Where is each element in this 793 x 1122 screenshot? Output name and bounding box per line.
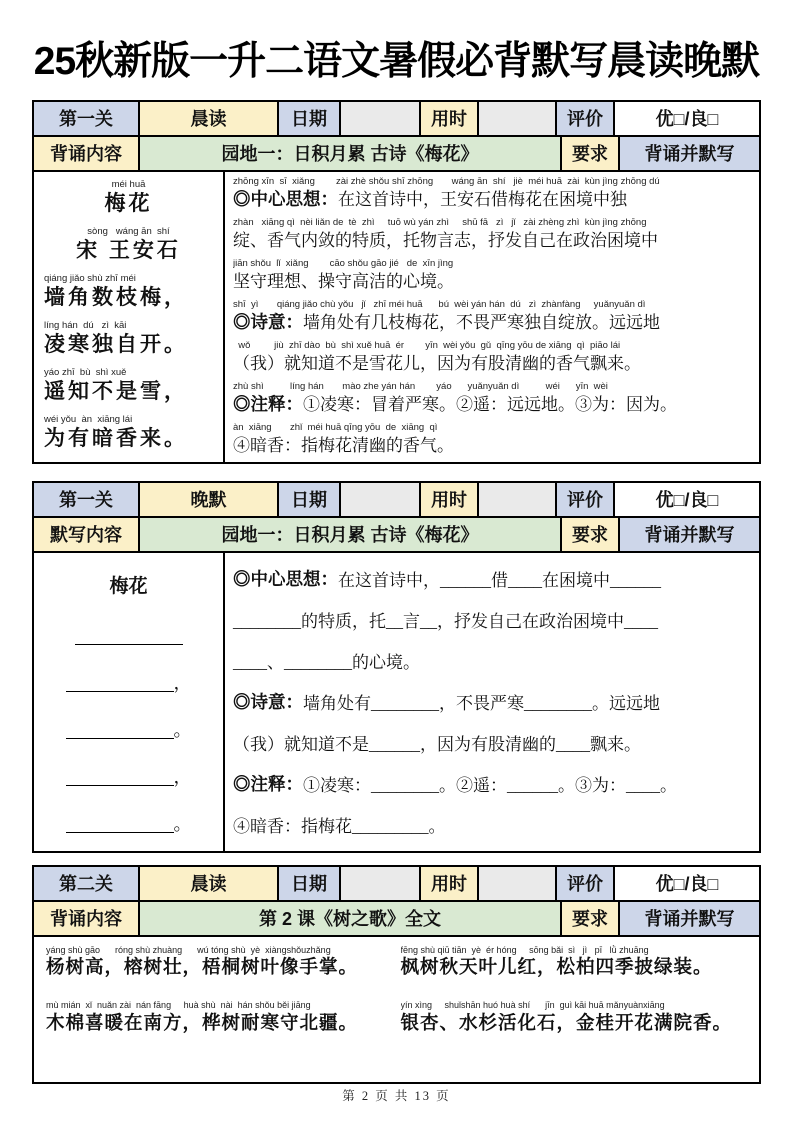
poem-line-text: 墙角数枝梅， [44,285,188,309]
poem-title-text: 梅花 [104,191,153,215]
pinyin-line: àn xiāng zhǐ méi huā qīng yōu de xiāng qì [233,422,438,433]
fill-in-line [233,599,749,640]
pinyin-line: yín xìng shuǐshān huó huà shí jīn guì kāi huā mǎnyuànxiāng [400,1000,665,1011]
date-value-cell [341,867,421,900]
poem-line [40,415,217,451]
page-title: 25秋新版一升二语文暑假必背默写晨读晚默 [33,40,760,83]
fill-in-text: （我）就知道不是______，因为有股清幽的____飘来。 [233,734,641,754]
section-label: ◎诗意： [233,691,303,712]
date-value-cell [341,483,421,516]
pinyin-line: wéi yǒu àn xiāng lái [44,415,133,426]
pinyin-line: zhōng xīn sī xiǎng zài zhè shǒu shī zhōng wáng ān shí jiè méi huā zài kùn jìng zhōng dú [233,176,660,187]
pinyin-line: mù mián xǐ nuǎn zài nán fāng huà shù nài hán shǒu běi jiāng [46,1000,311,1011]
level-cell: 第一关 [34,483,140,516]
poem-author-text: 宋 王安石 [76,238,181,262]
section-label: ◎中心思想： [233,568,338,589]
table1-body [34,172,759,462]
eval-checkboxes: 优□/良□ [615,867,759,900]
date-label-cell: 日期 [279,102,341,135]
poem-line-text: 为有暗香来。 [44,427,188,451]
tree-song-text: 木棉喜暖在南方，桦树耐寒守北疆。 [46,1011,359,1033]
blank-punctuation: 。 [173,719,192,740]
content-value-cell: 第 2 课《树之歌》全文 [140,902,562,935]
tree-song-text: 杨树高，榕树壮，梧桐树叶像手掌。 [46,956,359,978]
tree-song-line [401,1000,748,1033]
write-in-blank [66,723,174,739]
dictation-blank-line [40,598,217,645]
analysis-line [233,177,749,211]
pinyin-line: fēng shù qiū tiān yè ér hóng sōng bǎi sì jì pī lǜ zhuāng [400,944,649,955]
dictation-blank-line [40,645,217,692]
requirement-label-cell: 要求 [562,137,620,170]
analysis-text: 绽、香气内敛的特质，托物言志，抒发自己在政治困境中 [233,230,658,250]
write-in-blank [66,770,174,786]
fill-in-line [233,558,749,599]
write-in-blank [66,676,174,692]
analysis-line [233,341,749,375]
pinyin-line: jiān shǒu lǐ xiǎng cāo shǒu gāo jié de xīn jìng [233,258,454,269]
blank-punctuation: ， [173,766,192,787]
eval-label-cell: 评价 [557,102,615,135]
dictation-blank-line [40,692,217,739]
eval-label-cell: 评价 [557,867,615,900]
eval-checkboxes: 优□/良□ [615,102,759,135]
table2-header-row1 [34,483,759,518]
analysis-text: 坚守理想、操守高洁的心境。 [233,271,454,291]
dictation-blank-line [40,739,217,786]
date-label-cell: 日期 [279,867,341,900]
tree-song-column-left [42,945,397,1076]
fill-in-text: ④暗香：指梅花_________。 [233,816,446,836]
table-level2-morning [32,865,761,1084]
poem-column [34,172,225,462]
pinyin-line: qiáng jiǎo shù zhī méi [44,274,136,285]
table1-header-row2 [34,137,759,172]
dictation-poem-column [34,553,225,851]
pinyin-line: líng hán dú zì kāi [44,321,127,332]
analysis-text: （我）就知道不是雪花儿，因为有股清幽的香气飘来。 [233,353,641,373]
tree-song-text: 枫树秋天叶儿红，松柏四季披绿装。 [400,956,713,978]
table3-header-row1 [34,867,759,902]
pinyin-line: sòng wáng ān shí [87,226,170,237]
time-value-cell [479,102,557,135]
blank-punctuation: ， [173,672,192,693]
pinyin-line: zhàn xiāng qì nèi liǎn de tè zhì tuō wù yán zhì shū fā zì jǐ zài zhèng zhì kùn jìng zhōng [233,217,647,228]
fill-in-text: ①凌寒：________。②遥：______。③为：____。 [303,775,677,795]
section-label: ◎中心思想： [233,188,338,209]
fill-in-text: ________的特质，托__言__，抒发自己在政治困境中____ [233,611,658,631]
eval-checkboxes: 优□/良□ [615,483,759,516]
level-cell: 第二关 [34,867,140,900]
table2-header-row2 [34,518,759,553]
pinyin-line: shī yì qiáng jiǎo chù yǒu jǐ zhī méi huā bú wèi yán hán dú zì zhànfàng yuǎnyuǎn dì [233,299,646,310]
level-cell: 第一关 [34,102,140,135]
fill-in-column [225,553,759,851]
poem-line-text: 凌寒独自开。 [44,333,188,357]
write-in-blank [75,629,183,645]
requirement-label-cell: 要求 [562,902,620,935]
fill-in-line [233,640,749,681]
pinyin-line: zhù shì líng hán mào zhe yán hán yáo yuǎnyuǎn dì wéi yīn wèi [233,381,608,392]
requirement-value-cell: 背诵并默写 [620,902,759,935]
fill-in-line [233,804,749,845]
table2-body [34,553,759,851]
table3-body [34,937,759,1082]
requirement-value-cell: 背诵并默写 [620,137,759,170]
section-label: ◎注释： [233,773,303,794]
tree-song-line [46,1000,393,1033]
poem-line [40,274,217,310]
analysis-text: ①凌寒：冒着严寒。②遥：远远地。③为：因为。 [303,394,677,414]
tree-song-column-right [397,945,752,1076]
time-label-cell: 用时 [421,483,479,516]
pinyin-line: méi huā [111,179,146,190]
table3-header-row2 [34,902,759,937]
analysis-line [233,382,749,416]
content-label-cell: 背诵内容 [34,902,140,935]
tree-song-line [401,945,748,978]
content-label-cell: 背诵内容 [34,137,140,170]
session-cell: 晨读 [140,867,279,900]
pinyin-line: yáng shù gāo róng shù zhuàng wú tóng shù yè xiàngshǒuzhǎng [46,944,331,955]
poem-line-text: 遥知不是雪， [44,380,188,404]
requirement-value-cell: 背诵并默写 [620,518,759,551]
content-value-cell: 园地一：日积月累 古诗《梅花》 [140,518,562,551]
eval-label-cell: 评价 [557,483,615,516]
analysis-column [225,172,759,462]
content-value-cell: 园地一：日积月累 古诗《梅花》 [140,137,562,170]
blank-punctuation: 。 [173,813,192,834]
time-label-cell: 用时 [421,867,479,900]
poem-line [40,368,217,404]
analysis-line [233,218,749,252]
requirement-label-cell: 要求 [562,518,620,551]
time-label-cell: 用时 [421,102,479,135]
section-label: ◎诗意： [233,311,303,332]
date-label-cell: 日期 [279,483,341,516]
analysis-line [233,423,749,457]
table-level1-evening [32,481,761,853]
date-value-cell [341,102,421,135]
poem-author [40,227,217,263]
dictation-blank-line [40,786,217,833]
analysis-text: 墙角处有几枝梅花，不畏严寒独自绽放。远远地 [303,312,660,332]
fill-in-text: 墙角处有________，不畏严寒________。远远地 [303,693,660,713]
analysis-line [233,300,749,334]
write-in-blank [66,817,174,833]
fill-in-line [233,763,749,804]
time-value-cell [479,867,557,900]
section-label: ◎注释： [233,393,303,414]
poem-title [40,180,217,216]
page-number: 第 2 页 共 13 页 [342,1089,451,1103]
analysis-text: ④暗香：指梅花清幽的香气。 [233,435,454,455]
pinyin-line: yáo zhī bù shì xuě [44,368,127,379]
dictation-poem-title: 梅花 [109,575,148,597]
session-cell: 晨读 [140,102,279,135]
analysis-text: 在这首诗中，王安石借梅花在困境中独 [338,189,627,209]
time-value-cell [479,483,557,516]
table-level1-morning [32,100,761,464]
content-label-cell: 默写内容 [34,518,140,551]
fill-in-text: ____、________的心境。 [233,652,420,672]
fill-in-text: 在这首诗中，______借____在困境中______ [338,570,661,590]
fill-in-line [233,722,749,763]
tree-song-text: 银杏、水杉活化石，金桂开花满院香。 [400,1011,733,1033]
session-cell: 晚默 [140,483,279,516]
poem-line [40,321,217,357]
analysis-line [233,259,749,293]
tree-song-line [46,945,393,978]
pinyin-line: wǒ jiù zhī dào bù shì xuě huā ér yīn wèi yǒu gǔ qīng yōu de xiāng qì piāo lái [233,340,621,351]
fill-in-line [233,681,749,722]
table1-header-row1 [34,102,759,137]
